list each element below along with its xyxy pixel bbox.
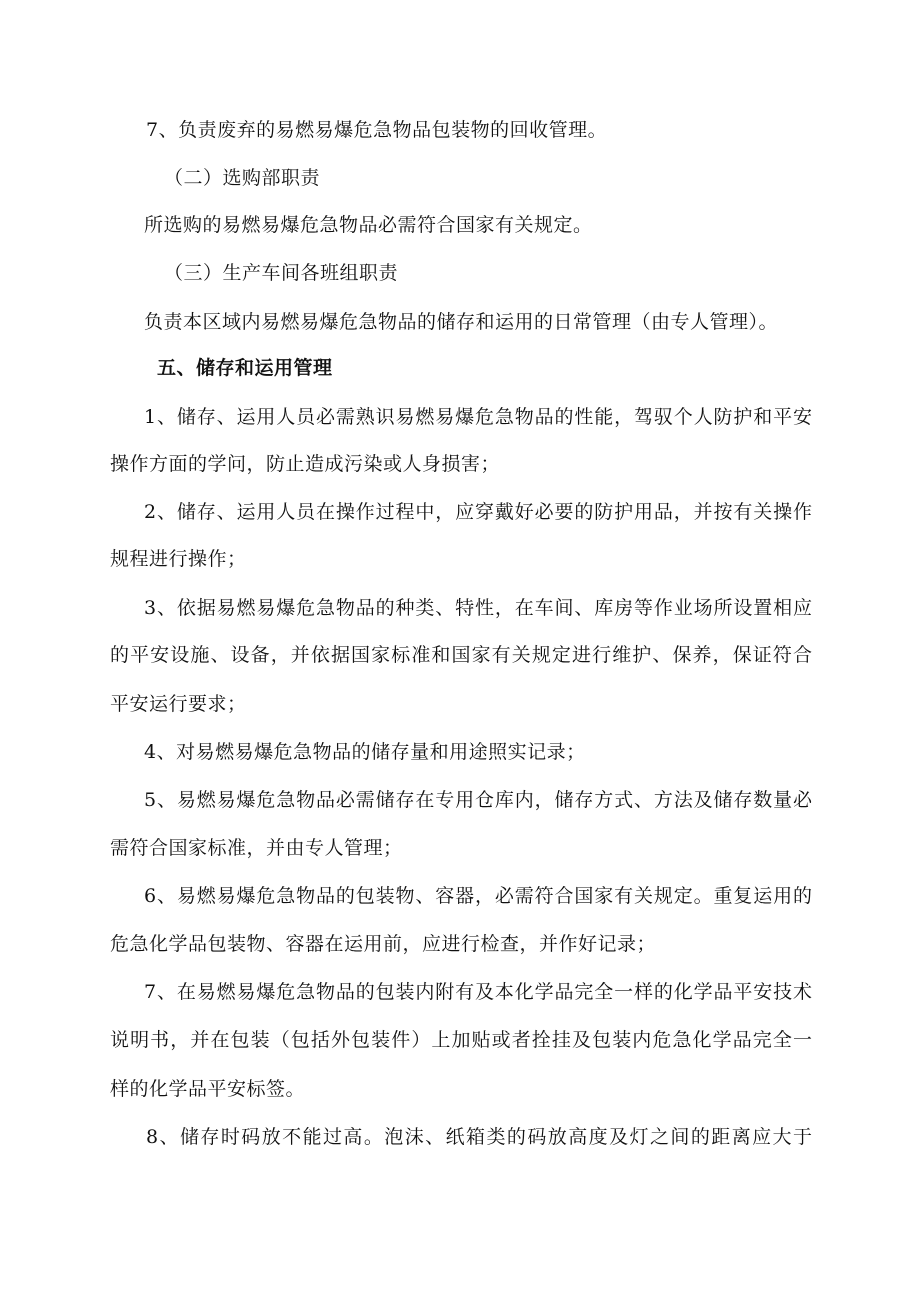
paragraph-line-item5-a: 5、易燃易爆危急物品必需储存在专用仓库内，储存方式、方法及储存数量必 [144, 789, 812, 811]
paragraph-line-item3-b: 的平安设施、设备，并依据国家标准和国家有关规定进行维护、保养，保证符合 [110, 644, 812, 666]
paragraph-line-item7-a: 7、在易燃易爆危急物品的包装内附有及本化学品完全一样的化学品平安技术 [144, 981, 812, 1003]
section-heading-storage-use: 五、储存和运用管理 [157, 357, 333, 379]
paragraph-line-item2-a: 2、储存、运用人员在操作过程中，应穿戴好必要的防护用品，并按有关操作 [144, 501, 812, 523]
paragraph-line-item6-b: 危急化学品包装物、容器在运用前，应进行检查，并作好记录； [110, 933, 657, 955]
paragraph-line-item4: 4、对易燃易爆危急物品的储存量和用途照实记录； [144, 741, 586, 763]
subheading-workshop-duties: （三）生产车间各班组职责 [164, 262, 399, 284]
paragraph-line-item6-a: 6、易燃易爆危急物品的包装物、容器，必需符合国家有关规定。重复运用的 [144, 885, 812, 907]
paragraph-line-workshop: 负责本区域内易燃易爆危急物品的储存和运用的日常管理（由专人管理）。 [144, 311, 779, 333]
paragraph-line-item2-b: 规程进行操作； [110, 548, 247, 570]
paragraph-line-item5-b: 需符合国家标准，并由专人管理； [110, 837, 403, 859]
paragraph-line-item3-c: 平安运行要求； [110, 693, 247, 715]
paragraph-line-item7-recycling: 7、负责废弃的易燃易爆危急物品包装物的回收管理。 [146, 119, 608, 141]
subheading-purchasing-duties: （二）选购部职责 [164, 167, 321, 189]
paragraph-line-item1-a: 1、储存、运用人员必需熟识易燃易爆危急物品的性能，驾驭个人防护和平安 [144, 406, 812, 428]
paragraph-line-item7-c: 样的化学品平安标签。 [110, 1078, 306, 1100]
paragraph-line-item1-b: 操作方面的学问，防止造成污染或人身损害； [110, 453, 501, 475]
paragraph-line-item3-a: 3、依据易燃易爆危急物品的种类、特性，在车间、库房等作业场所设置相应 [144, 597, 812, 619]
paragraph-line-item7-b: 说明书，并在包装（包括外包装件）上加贴或者拴挂及包装内危急化学品完全一 [110, 1029, 812, 1051]
paragraph-line-purchasing: 所选购的易燃易爆危急物品必需符合国家有关规定。 [144, 214, 593, 236]
paragraph-line-item8: 8、储存时码放不能过高。泡沫、纸箱类的码放高度及灯之间的距离应大于 [146, 1126, 812, 1148]
